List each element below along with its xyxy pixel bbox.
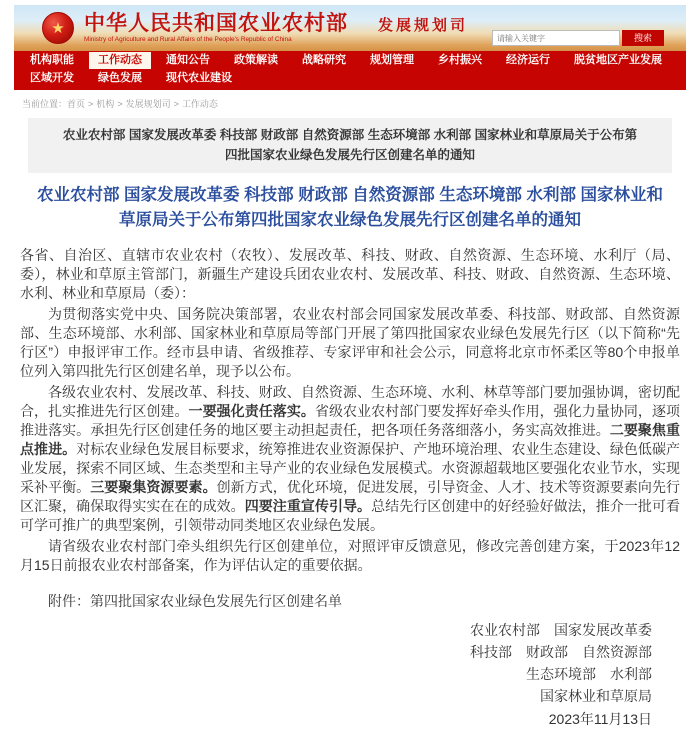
- breadcrumb-item-1[interactable]: 机构: [96, 99, 115, 109]
- nav-item-r1-2[interactable]: 通知公告: [166, 54, 210, 66]
- nav-item-r2-1[interactable]: 绿色发展: [98, 72, 142, 84]
- search-input[interactable]: [492, 30, 620, 46]
- signature-line-4: 国家林业和草原局: [540, 687, 652, 704]
- site-title: 中华人民共和国农业农村部: [84, 12, 348, 35]
- signature-block: [14, 619, 686, 730]
- paragraph-emphasis: 一要强化责任落实。: [188, 402, 315, 419]
- paragraph-text: 对标农业绿色发展目标要求，统筹推进农业资源保护、产地环境治理、农业生态建设、绿色低碳产业发展，探索不同区域、生态类型和主导产业的农业绿色发展模式。水资源超载地区要强化农业节水，实现采补平衡。: [20, 440, 681, 495]
- star-icon: ★: [51, 19, 65, 37]
- nav-item-r2-0[interactable]: 区域开发: [30, 72, 74, 84]
- nav-item-r1-5[interactable]: 规划管理: [370, 54, 414, 66]
- paragraph-emphasis: 二要聚焦重点推进。: [20, 421, 681, 457]
- paragraph-text: 创新方式，优化环境，促进发展，引导资金、人才、技术等资源要素向先行区汇聚，确保取得实实在在的成效。: [20, 478, 681, 514]
- breadcrumb-item-0[interactable]: 首页: [67, 99, 86, 109]
- paragraph-text: 总结先行区创建中的好经验好做法，推介一批可看可学可推广的典型案例，引领带动同类地区农业绿色发展。: [20, 497, 681, 533]
- signature-line-1: 农业农村部 国家发展改革委: [470, 621, 652, 638]
- nav-item-r1-8[interactable]: 脱贫地区产业发展: [574, 54, 662, 66]
- notice-date: 2023年11月13日: [548, 710, 652, 727]
- nav-item-r1-0[interactable]: 机构职能: [30, 54, 74, 66]
- paragraph-4: [20, 537, 680, 575]
- page: [14, 0, 686, 730]
- signature-line-3: 生态环境部 水利部: [526, 665, 652, 682]
- breadcrumb-item-2[interactable]: 发展规划司: [125, 99, 171, 109]
- paragraph-emphasis: 四要注重宣传引导。: [244, 497, 372, 514]
- breadcrumb-prefix: 当前位置：: [22, 99, 68, 109]
- national-emblem-icon: [42, 12, 74, 44]
- site-subtitle-en: Ministry of Agriculture and Rural Affairs of the People's Republic of China: [84, 36, 292, 43]
- breadcrumb: [14, 90, 686, 116]
- nav-row-2: [18, 70, 682, 87]
- paragraph-text: 为贯彻落实党中央、国务院决策部署，农业农村部会同国家发展改革委、科技部、财政部、自然资源部、生态环境部、水利部、国家林业和草原局等部门开展了第四批国家农业绿色发展先行区（以下简称“先行区”）申报评审工作。经市县申请、省级推荐、专家评审和社会公示，同意将北京市怀柔区等80个申报单位列入第四批先行区创建名单，现予以公布。: [20, 305, 680, 379]
- search-button[interactable]: 搜索: [622, 30, 664, 46]
- breadcrumb-separator: >: [173, 99, 179, 109]
- paragraph-text: 各级农业农村、发展改革、科技、财政、自然资源、生态环境、水利、林草等部门要加强协调，密切配合，扎实推进先行区创建。: [20, 383, 680, 419]
- nav-row-1: [18, 52, 682, 69]
- paragraph-emphasis: 三要聚集资源要素。: [90, 478, 217, 495]
- search-bar: [492, 30, 664, 46]
- main-nav: [14, 51, 686, 90]
- breadcrumb-item-3[interactable]: 工作动态: [181, 99, 218, 109]
- nav-item-r1-1[interactable]: 工作动态: [89, 52, 151, 69]
- article-body: [14, 244, 686, 575]
- breadcrumb-separator: >: [117, 99, 123, 109]
- site-title-block: [84, 13, 348, 43]
- paragraph-text: 请省级农业农村部门牵头组织先行区创建单位，对照评审反馈意见，修改完善创建方案，于2023年12月15日前报农业农村部备案，作为评估认定的重要依据。: [20, 537, 680, 573]
- notice-summary-title: 农业农村部 国家发展改革委 科技部 财政部 自然资源部 生态环境部 水利部 国家林业和草原局关于公布第四批国家农业绿色发展先行区创建名单的通知: [28, 118, 672, 173]
- nav-item-r2-2[interactable]: 现代农业建设: [166, 72, 232, 84]
- paragraph-1: [20, 246, 680, 303]
- nav-item-r1-6[interactable]: 乡村振兴: [438, 54, 482, 66]
- signature-line-2: 科技部 财政部 自然资源部: [470, 643, 652, 660]
- paragraph-text: 各省、自治区、直辖市农业农村（农牧）、发展改革、科技、财政、自然资源、生态环境、水利厅（局、委），林业和草原主管部门，新疆生产建设兵团农业农村、发展改革、科技、财政、自然资源、生态环境、水利、林业和草原局（委）：: [20, 246, 680, 301]
- department-name: 发展规划司: [378, 16, 469, 34]
- site-banner: [14, 5, 686, 51]
- paragraph-text: 省级农业农村部门要发挥好牵头作用，强化力量协同，逐项推进落实。承担先行区创建任务的地区要主动担起责任，把各项任务落细落小，务实高效推进。: [20, 402, 681, 438]
- attachment-line: 附件：第四批国家农业绿色发展先行区创建名单: [48, 592, 342, 609]
- breadcrumb-separator: >: [88, 99, 94, 109]
- paragraph-2: [20, 305, 680, 381]
- paragraph-3: [20, 383, 680, 535]
- nav-item-r1-7[interactable]: 经济运行: [506, 54, 550, 66]
- nav-item-r1-3[interactable]: 政策解读: [234, 54, 278, 66]
- notice-main-title: 农业农村部 国家发展改革委 科技部 财政部 自然资源部 生态环境部 水利部 国家林业和草原局关于公布第四批国家农业绿色发展先行区创建名单的通知: [36, 185, 664, 230]
- nav-item-r1-4[interactable]: 战略研究: [302, 54, 346, 66]
